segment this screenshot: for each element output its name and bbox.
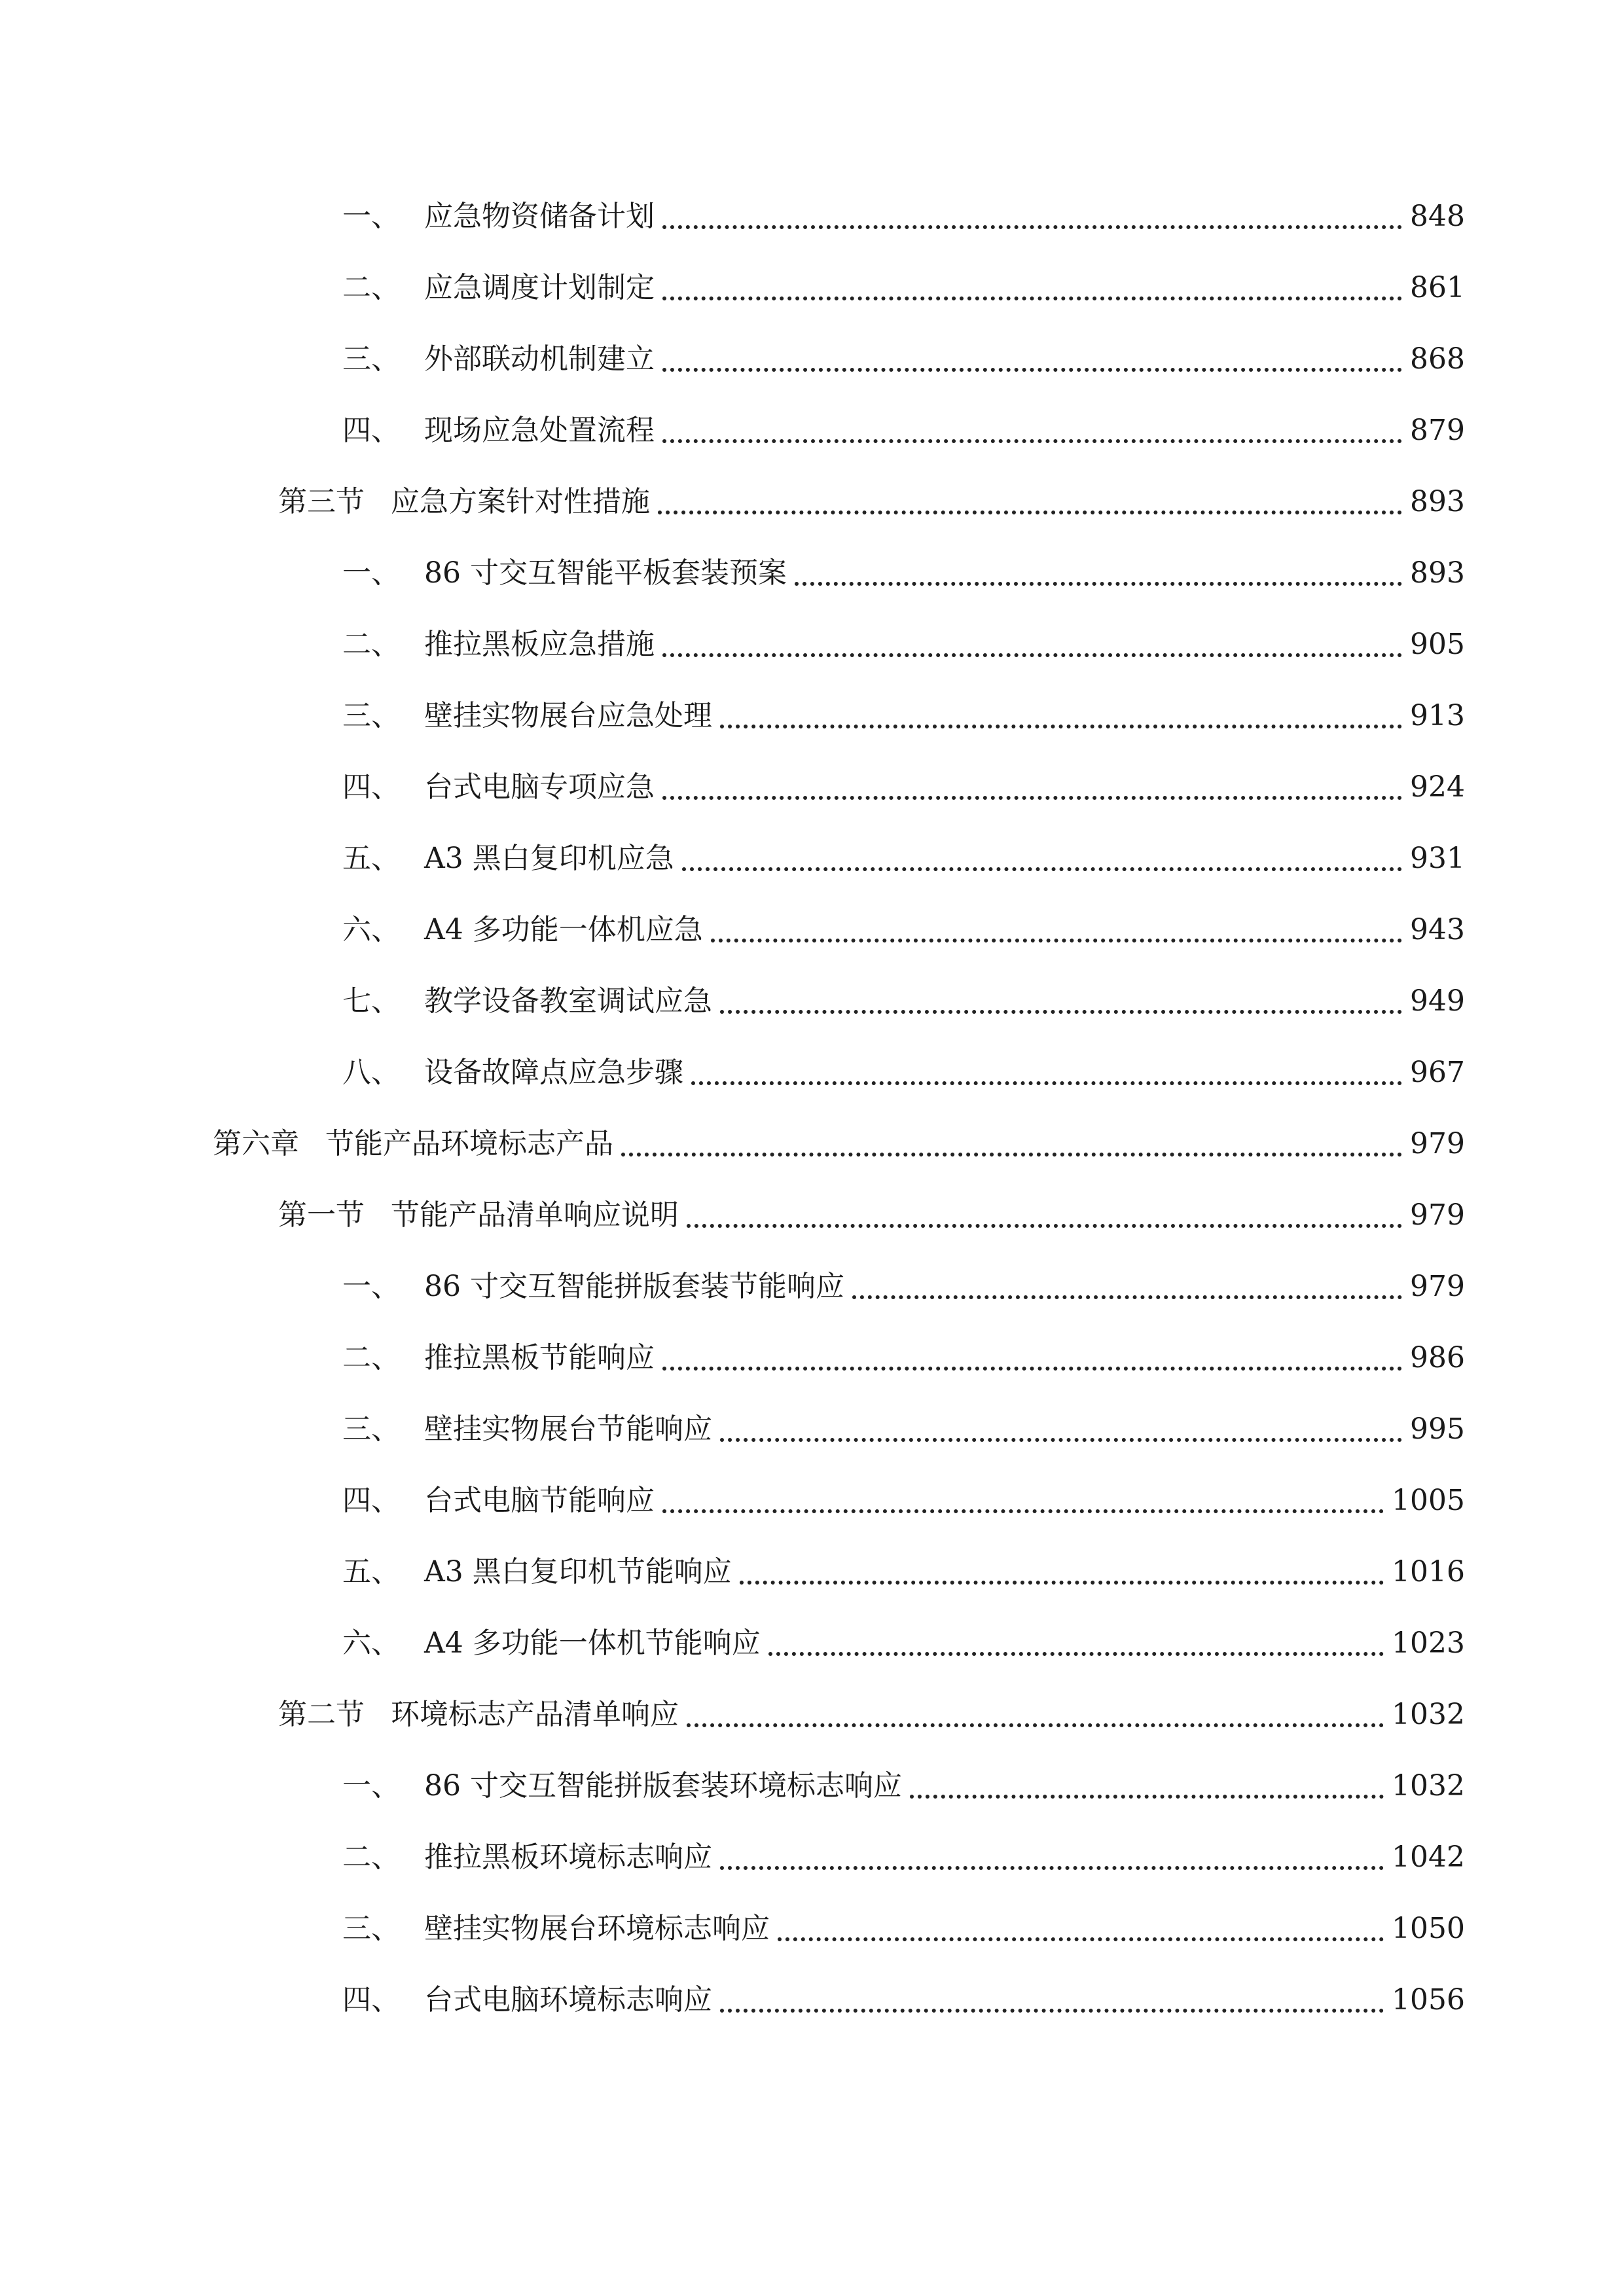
dot-leader xyxy=(662,439,1402,443)
toc-entry-number: 第六章 xyxy=(213,1127,299,1160)
toc-entry-number: 五、 xyxy=(342,842,400,875)
dot-leader xyxy=(768,1652,1384,1656)
dot-leader xyxy=(691,1081,1402,1085)
toc-entry-title: 壁挂实物展台环境标志响应 xyxy=(424,1912,770,1945)
toc-entry[interactable] xyxy=(342,1977,1465,2023)
toc-entry[interactable] xyxy=(342,1763,1465,1809)
toc-entry-page: 868 xyxy=(1410,342,1465,376)
toc-entry-number: 三、 xyxy=(342,699,400,732)
dot-leader xyxy=(778,1937,1384,1941)
toc-entry[interactable] xyxy=(342,408,1465,454)
toc-entry[interactable] xyxy=(342,1335,1465,1381)
toc-entry-title: A3 黑白复印机节能响应 xyxy=(424,1555,732,1588)
toc-entry-number: 三、 xyxy=(342,1912,400,1945)
toc-entry[interactable] xyxy=(342,1407,1465,1452)
toc-entry-title: 推拉黑板节能响应 xyxy=(424,1341,655,1374)
toc-entry-title: 应急方案针对性措施 xyxy=(391,485,650,518)
toc-entry-number: 一、 xyxy=(342,1270,400,1303)
toc-entry-number: 五、 xyxy=(342,1555,400,1588)
dot-leader xyxy=(711,939,1402,942)
toc-entry-number: 二、 xyxy=(342,1341,400,1374)
toc-entry-title: 86 寸交互智能拼版套装环境标志响应 xyxy=(424,1769,902,1803)
dot-leader xyxy=(662,296,1402,300)
dot-leader xyxy=(740,1581,1384,1585)
dot-leader xyxy=(662,368,1402,372)
toc-entry-page: 905 xyxy=(1410,628,1465,661)
dot-leader xyxy=(662,653,1402,657)
toc-entry-number: 四、 xyxy=(342,1484,400,1517)
toc-entry-page: 1050 xyxy=(1392,1912,1465,1945)
toc-entry[interactable] xyxy=(342,1264,1465,1310)
toc-entry-number: 第一节 xyxy=(278,1198,365,1232)
toc-entry-number: 一、 xyxy=(342,1769,400,1803)
toc-entry-page: 1042 xyxy=(1392,1840,1465,1874)
toc-entry-page: 1005 xyxy=(1392,1484,1465,1517)
dot-leader xyxy=(658,511,1402,514)
toc-entry[interactable] xyxy=(342,1549,1465,1595)
toc-entry-title: 86 寸交互智能平板套装预案 xyxy=(424,556,787,590)
dot-leader xyxy=(910,1795,1384,1799)
toc-section-entry[interactable] xyxy=(278,1193,1465,1238)
dot-leader xyxy=(662,225,1402,229)
toc-entry-title: 环境标志产品清单响应 xyxy=(391,1698,679,1731)
toc-entry-page: 893 xyxy=(1410,485,1465,518)
toc-entry-number: 八、 xyxy=(342,1056,400,1089)
toc-entry-number: 七、 xyxy=(342,984,400,1018)
toc-entry-page: 1032 xyxy=(1392,1769,1465,1803)
toc-entry[interactable] xyxy=(342,907,1465,953)
toc-entry-title: 教学设备教室调试应急 xyxy=(424,984,712,1018)
toc-entry-number: 四、 xyxy=(342,1983,400,2017)
toc-entry-number: 一、 xyxy=(342,200,400,233)
dot-leader xyxy=(621,1153,1402,1157)
toc-entry[interactable] xyxy=(342,1835,1465,1880)
dot-leader xyxy=(795,582,1402,586)
toc-entry[interactable] xyxy=(342,1050,1465,1096)
dot-leader xyxy=(662,1367,1402,1371)
toc-entry-page: 986 xyxy=(1410,1341,1465,1374)
toc-entry-title: A3 黑白复印机应急 xyxy=(424,842,674,875)
toc-entry[interactable] xyxy=(342,336,1465,382)
toc-entry-number: 一、 xyxy=(342,556,400,590)
dot-leader xyxy=(720,1866,1384,1870)
toc-entry-number: 第三节 xyxy=(278,485,365,518)
dot-leader xyxy=(687,1723,1384,1727)
toc-entry-title: 设备故障点应急步骤 xyxy=(424,1056,683,1089)
toc-entry[interactable] xyxy=(342,622,1465,668)
toc-entry-number: 三、 xyxy=(342,1412,400,1446)
toc-entry-title: A4 多功能一体机节能响应 xyxy=(424,1626,761,1660)
dot-leader xyxy=(662,796,1402,800)
toc-entry-page: 995 xyxy=(1410,1412,1465,1446)
toc-entry-number: 二、 xyxy=(342,1840,400,1874)
toc-entry-page: 931 xyxy=(1410,842,1465,875)
toc-entry-number: 二、 xyxy=(342,271,400,304)
toc-entry-title: 台式电脑环境标志响应 xyxy=(424,1983,712,2017)
toc-entry[interactable] xyxy=(342,1478,1465,1524)
toc-entry[interactable] xyxy=(342,550,1465,596)
toc-entry-title: 86 寸交互智能拼版套装节能响应 xyxy=(424,1270,844,1303)
toc-entry-title: 壁挂实物展台节能响应 xyxy=(424,1412,712,1446)
toc-entry-title: 推拉黑板环境标志响应 xyxy=(424,1840,712,1874)
toc-chapter-entry[interactable] xyxy=(213,1121,1465,1167)
toc-entry[interactable] xyxy=(342,978,1465,1024)
toc-entry-page: 879 xyxy=(1410,414,1465,447)
toc-entry-number: 六、 xyxy=(342,1626,400,1660)
toc-section-entry[interactable] xyxy=(278,1692,1465,1738)
toc-entry-title: 台式电脑节能响应 xyxy=(424,1484,655,1517)
toc-entry-page: 979 xyxy=(1410,1127,1465,1160)
toc-entry-title: 台式电脑专项应急 xyxy=(424,770,655,804)
toc-entry-page: 893 xyxy=(1410,556,1465,590)
toc-entry-title: 节能产品清单响应说明 xyxy=(391,1198,679,1232)
toc-entry-page: 913 xyxy=(1410,699,1465,732)
toc-entry[interactable] xyxy=(342,693,1465,739)
toc-entry-page: 1032 xyxy=(1392,1698,1465,1731)
toc-entry-title: 现场应急处置流程 xyxy=(424,414,655,447)
toc-entry-number: 二、 xyxy=(342,628,400,661)
toc-entry-page: 861 xyxy=(1410,271,1465,304)
toc-entry-title: 节能产品环境标志产品 xyxy=(325,1127,613,1160)
toc-entry[interactable] xyxy=(342,764,1465,810)
toc-entry-title: 推拉黑板应急措施 xyxy=(424,628,655,661)
toc-entry[interactable] xyxy=(342,1906,1465,1952)
toc-entry[interactable] xyxy=(342,836,1465,882)
toc-entry-title: 壁挂实物展台应急处理 xyxy=(424,699,712,732)
toc-entry-number: 四、 xyxy=(342,770,400,804)
dot-leader xyxy=(720,1438,1402,1442)
toc-entry-title: 应急调度计划制定 xyxy=(424,271,655,304)
toc-entry[interactable] xyxy=(342,265,1465,311)
toc-section-entry[interactable] xyxy=(278,479,1465,525)
dot-leader xyxy=(720,2009,1384,2013)
toc-entry-page: 943 xyxy=(1410,913,1465,946)
dot-leader xyxy=(687,1224,1402,1228)
toc-entry-number: 三、 xyxy=(342,342,400,376)
toc-entry-page: 979 xyxy=(1410,1270,1465,1303)
toc-entry-title: A4 多功能一体机应急 xyxy=(424,913,703,946)
toc-entry[interactable] xyxy=(342,1621,1465,1666)
toc-entry-page: 967 xyxy=(1410,1056,1465,1089)
toc-entry-title: 外部联动机制建立 xyxy=(424,342,655,376)
toc-entry-number: 第二节 xyxy=(278,1698,365,1731)
toc-entry-page: 1023 xyxy=(1392,1626,1465,1660)
toc-entry-page: 1016 xyxy=(1392,1555,1465,1588)
toc-entry-page: 924 xyxy=(1410,770,1465,804)
dot-leader xyxy=(720,725,1402,728)
toc-entry-page: 949 xyxy=(1410,984,1465,1018)
dot-leader xyxy=(662,1509,1384,1513)
toc-entry-title: 应急物资储备计划 xyxy=(424,200,655,233)
toc-entry-number: 六、 xyxy=(342,913,400,946)
dot-leader xyxy=(852,1295,1402,1299)
dot-leader xyxy=(720,1010,1402,1014)
toc-entry-page: 979 xyxy=(1410,1198,1465,1232)
toc-entry-page: 848 xyxy=(1410,200,1465,233)
toc-entry-page: 1056 xyxy=(1392,1983,1465,2017)
dot-leader xyxy=(682,867,1402,871)
toc-entry[interactable] xyxy=(342,194,1465,240)
toc-entry-number: 四、 xyxy=(342,414,400,447)
